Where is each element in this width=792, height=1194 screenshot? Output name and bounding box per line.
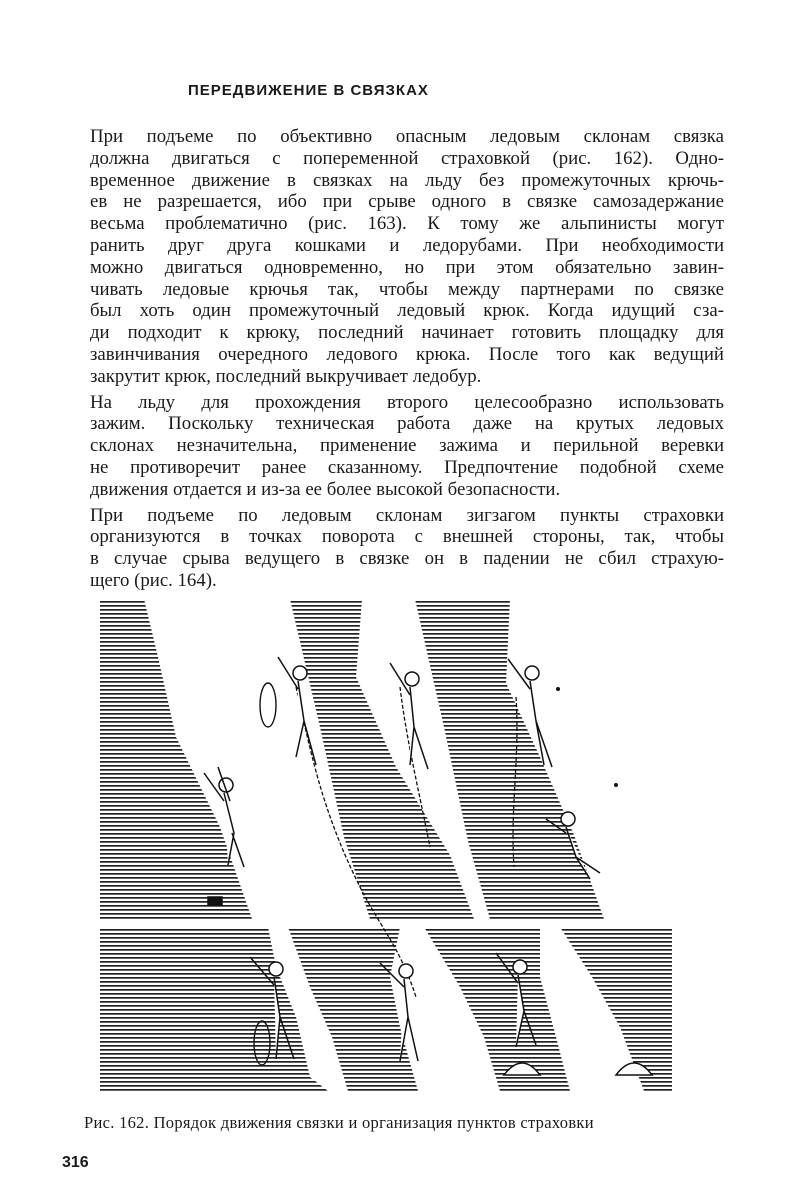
text-line: щего (рис. 164). <box>90 569 217 591</box>
text-line: закрутит крюк, последний выкручивает ледобур. <box>90 365 482 387</box>
section-heading: ПЕРЕДВИЖЕНИЕ В СВЯЗКАХ <box>188 82 429 99</box>
ice-slope-panel <box>560 927 672 1091</box>
paragraph-2 <box>62 392 724 501</box>
text-line: чивать ледовые крючья так, чтобы между партнерами по связке <box>90 278 724 300</box>
text-line: При подъеме по объективно опасным ледовым склонам связка <box>90 126 724 147</box>
paragraph-3 <box>62 505 724 592</box>
text-line: ранить друг друга кошками и ледорубами. При необходимости <box>90 234 724 256</box>
text-line: При подъеме по ледовым склонам зигзагом пункты страховки <box>90 504 724 526</box>
text-line: в случае срыва ведущего в связке он в падении не сбил страхую- <box>90 548 724 570</box>
rope-coil <box>260 683 276 727</box>
paragraph-1 <box>62 126 724 388</box>
text-line: движения отдается и из-за ее более высокой безопасности. <box>90 478 561 500</box>
text-line: ев не разрешается, ибо при срыве одного в связке самозадержание <box>90 191 724 213</box>
text-line: склонах незначительна, применение зажима и перильной веревки <box>90 435 724 457</box>
climbing-illustration <box>100 597 672 1094</box>
figure-162 <box>100 597 672 1094</box>
figure-caption: Рис. 162. Порядок движения связки и организация пунктов страховки <box>84 1113 594 1132</box>
text-line: временное движение в связках на льду без промежуточных крючь- <box>90 169 724 191</box>
text-line: зажим. Поскольку техническая работа даже на крутых ледовых <box>90 413 724 435</box>
text-line: завинчивания очередного ледового крюка. После того как ведущий <box>90 343 724 365</box>
body-text <box>62 126 724 596</box>
text-line: На льду для прохождения второго целесообразно использовать <box>90 391 724 413</box>
text-line: должна двигаться с попеременной страховкой (рис. 162). Одно- <box>90 147 724 169</box>
text-line: ди подходит к крюку, последний начинает готовить площадку для <box>90 322 724 344</box>
text-line: весьма проблематично (рис. 163). К тому же альпинисты могут <box>90 213 724 235</box>
text-line: был хоть один промежуточный ледовый крюк. Когда идущий сза- <box>90 300 724 322</box>
ice-slope-panel <box>424 927 570 1091</box>
ice-slope-panel <box>100 599 252 919</box>
ice-slope-panel <box>100 927 328 1091</box>
text-line: организуются в точках поворота с внешней стороны, так, чтобы <box>90 526 724 548</box>
climber-figure <box>390 663 428 769</box>
text-line: можно двигаться одновременно, но при этом обязательно завин- <box>90 256 724 278</box>
text-line: не противоречит ранее сказанному. Предпочтение подобной схеме <box>90 456 724 478</box>
page-number: 316 <box>62 1154 89 1171</box>
